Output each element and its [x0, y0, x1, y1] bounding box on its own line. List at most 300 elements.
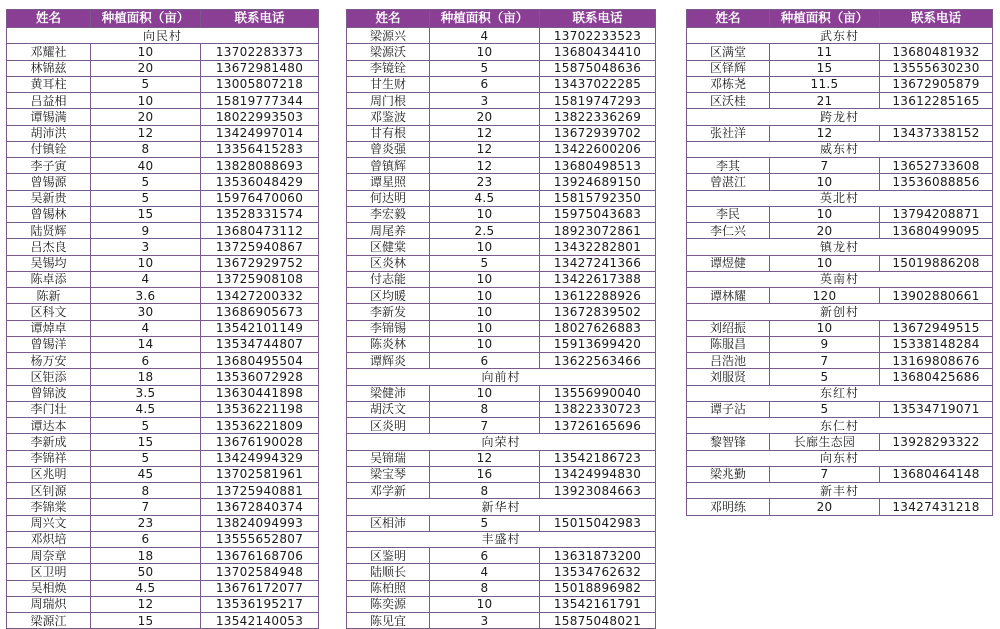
farmer-name: 梁源江: [7, 613, 91, 629]
farmer-name: 周奈章: [7, 548, 91, 564]
planting-area: 11.5: [770, 76, 880, 92]
planting-area: 4.5: [430, 190, 540, 206]
village-row: [687, 271, 993, 287]
phone-number: 15819747293: [540, 93, 656, 109]
table-row: [687, 76, 993, 92]
planting-area: 20: [91, 109, 201, 125]
farmer-name: 李镜铨: [347, 60, 430, 76]
planting-area: 12: [770, 125, 880, 141]
phone-number: 15819777344: [201, 93, 319, 109]
phone-number: 13536221198: [201, 401, 319, 417]
planting-area: 40: [91, 158, 201, 174]
phone-number: 13630441898: [201, 385, 319, 401]
farmer-name: 梁源兴: [347, 28, 430, 44]
village-name: 向东村: [687, 450, 993, 466]
table-row: [7, 548, 319, 564]
farmer-name: 陈炎林: [347, 336, 430, 352]
phone-number: 13528331574: [201, 206, 319, 222]
phone-number: 13702233523: [540, 28, 656, 44]
village-row: [347, 499, 656, 515]
phone-number: 15018896982: [540, 580, 656, 596]
village-row: [687, 239, 993, 255]
table-row: [7, 564, 319, 580]
planting-area: 4.5: [91, 401, 201, 417]
phone-number: 13680473112: [201, 223, 319, 239]
table-row: [687, 44, 993, 60]
planting-area: 3.6: [91, 288, 201, 304]
village-name: 丰盛村: [347, 531, 656, 547]
phone-number: 13676190028: [201, 434, 319, 450]
phone-number: 13828088693: [201, 158, 319, 174]
table-header: [687, 10, 993, 28]
phone-number: 13555652807: [201, 531, 319, 547]
table-row: [347, 466, 656, 482]
farmer-name: 甘生财: [347, 76, 430, 92]
table-row: [347, 418, 656, 434]
table-row: [7, 44, 319, 60]
planting-area: 20: [430, 109, 540, 125]
phone-number: 13680495504: [201, 353, 319, 369]
farmer-name: 吴锡均: [7, 255, 91, 271]
farmer-name: 曾镇辉: [347, 158, 430, 174]
phone-number: 13680434410: [540, 44, 656, 60]
phone-number: 15815792350: [540, 190, 656, 206]
planting-area: 6: [430, 353, 540, 369]
farmer-name: 陈新: [7, 288, 91, 304]
table-row: [687, 158, 993, 174]
phone-number: 13542161791: [540, 596, 656, 612]
phone-number: 13534744807: [201, 336, 319, 352]
table-row: [7, 369, 319, 385]
phone-number: 13672905879: [880, 76, 993, 92]
planting-area: 30: [91, 304, 201, 320]
farmer-name: 陈卓添: [7, 271, 91, 287]
planting-area: 10: [430, 385, 540, 401]
table-row: [687, 60, 993, 76]
table-row: [7, 255, 319, 271]
farmer-name: 李新发: [347, 304, 430, 320]
planting-area: 8: [430, 483, 540, 499]
table-row: [7, 223, 319, 239]
table-row: [7, 483, 319, 499]
farmer-name: 陈柏照: [347, 580, 430, 596]
phone-number: 13702581961: [201, 466, 319, 482]
planting-area: 4: [91, 271, 201, 287]
village-row: [687, 483, 993, 499]
table-row: [347, 109, 656, 125]
farmer-name: 谭星照: [347, 174, 430, 190]
header-name: 姓名: [347, 10, 430, 28]
table-row: [7, 353, 319, 369]
table-row: [347, 28, 656, 44]
planting-area: 10: [430, 304, 540, 320]
planting-area: 12: [91, 125, 201, 141]
phone-number: 13822336269: [540, 109, 656, 125]
table-row: [7, 125, 319, 141]
farmer-name: 李子寅: [7, 158, 91, 174]
phone-number: 13536088856: [880, 174, 993, 190]
table-row: [7, 109, 319, 125]
table-row: [347, 223, 656, 239]
planting-area: 3: [430, 93, 540, 109]
phone-number: 13725940881: [201, 483, 319, 499]
planting-area: 6: [430, 548, 540, 564]
farmer-name: 邓炽培: [7, 531, 91, 547]
farmer-name: 曾炎强: [347, 141, 430, 157]
planting-area: 12: [91, 596, 201, 612]
table-row: [347, 385, 656, 401]
table-row: [7, 93, 319, 109]
farmer-name: 梁源沃: [347, 44, 430, 60]
phone-number: 13676172077: [201, 580, 319, 596]
phone-number: 13680499095: [880, 223, 993, 239]
phone-number: 13680498513: [540, 158, 656, 174]
table-row: [347, 125, 656, 141]
planting-area: 10: [430, 320, 540, 336]
farmer-name: 谭焯卓: [7, 320, 91, 336]
planting-area: 6: [91, 531, 201, 547]
planting-area: 18: [91, 369, 201, 385]
table-row: [347, 190, 656, 206]
phone-number: 13422617388: [540, 271, 656, 287]
phone-number: 13928293322: [880, 434, 993, 450]
farmer-name: 周尾养: [347, 223, 430, 239]
table-row: [347, 239, 656, 255]
planting-area: 7: [770, 466, 880, 482]
planting-area: 23: [91, 515, 201, 531]
phone-number: 13676168706: [201, 548, 319, 564]
phone-number: 13427200332: [201, 288, 319, 304]
planting-area: 10: [770, 174, 880, 190]
header-phone: 联系电话: [201, 10, 319, 28]
planting-area: 5: [430, 60, 540, 76]
farmer-name: 谭煜健: [687, 255, 770, 271]
village-row: [687, 385, 993, 401]
phone-number: 13542140053: [201, 613, 319, 629]
village-name: 向荣村: [347, 434, 656, 450]
table-row: [347, 336, 656, 352]
planting-area: 15: [91, 206, 201, 222]
phone-number: 13424994830: [540, 466, 656, 482]
farmer-name: 杨万安: [7, 353, 91, 369]
farmer-name: 区沃桂: [687, 93, 770, 109]
planting-area: 12: [430, 125, 540, 141]
table-row: [7, 499, 319, 515]
table-row: [347, 44, 656, 60]
roster-table-2: [346, 9, 656, 629]
farmer-name: 区兆明: [7, 466, 91, 482]
farmer-name: 李其: [687, 158, 770, 174]
planting-area: 10: [770, 320, 880, 336]
phone-number: 15338148284: [880, 336, 993, 352]
phone-number: 13725908108: [201, 271, 319, 287]
table-row: [687, 320, 993, 336]
village-row: [7, 28, 319, 44]
planting-area: 15: [91, 434, 201, 450]
table-row: [687, 434, 993, 450]
farmer-name: 李宏毅: [347, 206, 430, 222]
phone-number: 15976470060: [201, 190, 319, 206]
phone-number: 15875048021: [540, 613, 656, 629]
farmer-name: 付志能: [347, 271, 430, 287]
farmer-name: 区钜添: [7, 369, 91, 385]
phone-number: 13356415283: [201, 141, 319, 157]
phone-number: 13432282801: [540, 239, 656, 255]
table-row: [347, 353, 656, 369]
farmer-name: 周兴文: [7, 515, 91, 531]
phone-number: 13824094993: [201, 515, 319, 531]
phone-number: 13672840374: [201, 499, 319, 515]
table-header: [347, 10, 656, 28]
farmer-name: 区健棠: [347, 239, 430, 255]
table-row: [347, 401, 656, 417]
table-row: [687, 255, 993, 271]
header-phone: 联系电话: [880, 10, 993, 28]
phone-number: 13672839502: [540, 304, 656, 320]
header-phone: 联系电话: [540, 10, 656, 28]
table-row: [7, 531, 319, 547]
village-name: 威东村: [687, 141, 993, 157]
farmer-name: 刘服贤: [687, 369, 770, 385]
phone-number: 13534762632: [540, 564, 656, 580]
phone-number: 13702283373: [201, 44, 319, 60]
phone-number: 13672939702: [540, 125, 656, 141]
farmer-name: 区钊源: [7, 483, 91, 499]
farmer-name: 邓耀社: [7, 44, 91, 60]
farmer-name: 梁兆勤: [687, 466, 770, 482]
phone-number: 13725940867: [201, 239, 319, 255]
table-row: [687, 288, 993, 304]
phone-number: 13672929752: [201, 255, 319, 271]
table-row: [347, 76, 656, 92]
planting-area: 20: [770, 223, 880, 239]
farmer-name: 谭林耀: [687, 288, 770, 304]
village-row: [687, 28, 993, 44]
farmer-name: 李锦祥: [7, 450, 91, 466]
farmer-name: 梁宝琴: [347, 466, 430, 482]
planting-area: 3: [430, 613, 540, 629]
phone-number: 13680481932: [880, 44, 993, 60]
farmer-name: 吕益相: [7, 93, 91, 109]
phone-number: 13702584948: [201, 564, 319, 580]
planting-area: 6: [91, 353, 201, 369]
farmer-name: 吴新贵: [7, 190, 91, 206]
planting-area: 2.5: [430, 223, 540, 239]
table-row: [7, 418, 319, 434]
table-row: [7, 288, 319, 304]
table-row: [7, 320, 319, 336]
table-row: [347, 93, 656, 109]
planting-area: 50: [91, 564, 201, 580]
planting-area: 14: [91, 336, 201, 352]
planting-area: 5: [91, 418, 201, 434]
farmer-name: 区卫明: [7, 564, 91, 580]
village-name: 东仁村: [687, 418, 993, 434]
village-name: 新创村: [687, 304, 993, 320]
planting-area: 15: [91, 613, 201, 629]
header-name: 姓名: [687, 10, 770, 28]
header-area: 种植面积（亩）: [91, 10, 201, 28]
village-name: 向前村: [347, 369, 656, 385]
planting-area: 9: [770, 336, 880, 352]
planting-area: 4.5: [91, 580, 201, 596]
table-row: [687, 223, 993, 239]
planting-area: 4: [430, 28, 540, 44]
planting-area: 10: [430, 288, 540, 304]
phone-number: 13622563466: [540, 353, 656, 369]
village-row: [687, 450, 993, 466]
table-row: [347, 141, 656, 157]
table-row: [347, 288, 656, 304]
village-name: 镇龙村: [687, 239, 993, 255]
phone-number: 13680464148: [880, 466, 993, 482]
village-row: [687, 418, 993, 434]
table-row: [347, 174, 656, 190]
farmer-name: 何达明: [347, 190, 430, 206]
phone-number: 13536072928: [201, 369, 319, 385]
table-row: [7, 141, 319, 157]
phone-number: 18027626883: [540, 320, 656, 336]
planting-area: 4: [91, 320, 201, 336]
farmer-name: 张社洋: [687, 125, 770, 141]
farmer-name: 刘绍振: [687, 320, 770, 336]
village-row: [687, 109, 993, 125]
phone-number: 13542101149: [201, 320, 319, 336]
table-row: [347, 271, 656, 287]
roster-table-3: [686, 9, 993, 516]
farmer-name: 邓明练: [687, 499, 770, 515]
table-row: [347, 320, 656, 336]
planting-area: 10: [430, 239, 540, 255]
phone-number: 13923084663: [540, 483, 656, 499]
planting-area: 3.5: [91, 385, 201, 401]
farmer-name: 区鉴明: [347, 548, 430, 564]
farmer-name: 黄耳柱: [7, 76, 91, 92]
phone-number: 13924689150: [540, 174, 656, 190]
planting-area: 10: [91, 255, 201, 271]
farmer-name: 谭辉炎: [347, 353, 430, 369]
planting-area: 10: [430, 206, 540, 222]
planting-area: 16: [430, 466, 540, 482]
planting-area: 10: [430, 596, 540, 612]
planting-area: 10: [430, 271, 540, 287]
planting-area: 6: [430, 76, 540, 92]
table-row: [7, 174, 319, 190]
planting-area: 8: [430, 580, 540, 596]
phone-number: 18022993503: [201, 109, 319, 125]
table-row: [7, 401, 319, 417]
farmer-name: 区炎林: [347, 255, 430, 271]
phone-number: 15019886208: [880, 255, 993, 271]
planting-area: 10: [91, 93, 201, 109]
phone-number: 13005807218: [201, 76, 319, 92]
village-name: 东红村: [687, 385, 993, 401]
phone-number: 13612285165: [880, 93, 993, 109]
phone-number: 13437022285: [540, 76, 656, 92]
table-row: [347, 206, 656, 222]
farmer-name: 谭锡满: [7, 109, 91, 125]
farmer-name: 李锦棠: [7, 499, 91, 515]
table-row: [7, 515, 319, 531]
planting-area: 20: [91, 60, 201, 76]
phone-number: 13822330723: [540, 401, 656, 417]
table-row: [7, 434, 319, 450]
planting-area: 23: [430, 174, 540, 190]
phone-number: 13794208871: [880, 206, 993, 222]
farmer-name: 区铎辉: [687, 60, 770, 76]
phone-number: 13536195217: [201, 596, 319, 612]
village-name: 新丰村: [687, 483, 993, 499]
roster-table-1: [6, 9, 319, 629]
phone-number: 18923072861: [540, 223, 656, 239]
phone-number: 13542186723: [540, 450, 656, 466]
planting-area: 7: [770, 353, 880, 369]
farmer-name: 区相沛: [347, 515, 430, 531]
header-area: 种植面积（亩）: [430, 10, 540, 28]
phone-number: 13680425686: [880, 369, 993, 385]
phone-number: 13427241366: [540, 255, 656, 271]
planting-area: 10: [430, 44, 540, 60]
table-row: [7, 271, 319, 287]
planting-area: 5: [770, 401, 880, 417]
phone-number: 13726165696: [540, 418, 656, 434]
phone-number: 13652733608: [880, 158, 993, 174]
farmer-name: 周瑞炽: [7, 596, 91, 612]
farmer-name: 邓鉴波: [347, 109, 430, 125]
table-row: [347, 515, 656, 531]
table-row: [7, 158, 319, 174]
farmer-name: 甘有根: [347, 125, 430, 141]
phone-number: 13555630230: [880, 60, 993, 76]
planting-area: 20: [770, 499, 880, 515]
planting-area: 长廊生态园: [770, 434, 880, 450]
planting-area: 10: [91, 44, 201, 60]
farmer-name: 陆贤辉: [7, 223, 91, 239]
farmer-name: 付镇铨: [7, 141, 91, 157]
planting-area: 18: [91, 548, 201, 564]
farmer-name: 陈见宜: [347, 613, 430, 629]
village-name: 英北村: [687, 190, 993, 206]
table-row: [347, 564, 656, 580]
village-row: [347, 434, 656, 450]
phone-number: 15015042983: [540, 515, 656, 531]
table-row: [687, 353, 993, 369]
phone-number: 13534719071: [880, 401, 993, 417]
header-name: 姓名: [7, 10, 91, 28]
table-row: [7, 385, 319, 401]
phone-number: 13672949515: [880, 320, 993, 336]
village-row: [687, 141, 993, 157]
table-row: [7, 304, 319, 320]
village-row: [347, 531, 656, 547]
planting-area: 11: [770, 44, 880, 60]
table-row: [7, 239, 319, 255]
phone-number: 13427431218: [880, 499, 993, 515]
farmer-name: 周门根: [347, 93, 430, 109]
village-row: [687, 190, 993, 206]
planting-area: 21: [770, 93, 880, 109]
planting-area: 10: [770, 206, 880, 222]
table-row: [347, 613, 656, 629]
farmer-name: 曾锡源: [7, 174, 91, 190]
village-row: [347, 369, 656, 385]
table-row: [687, 369, 993, 385]
planting-area: 15: [770, 60, 880, 76]
farmer-name: 曾锡林: [7, 206, 91, 222]
farmer-name: 区满堂: [687, 44, 770, 60]
table-row: [7, 613, 319, 629]
table-row: [347, 60, 656, 76]
